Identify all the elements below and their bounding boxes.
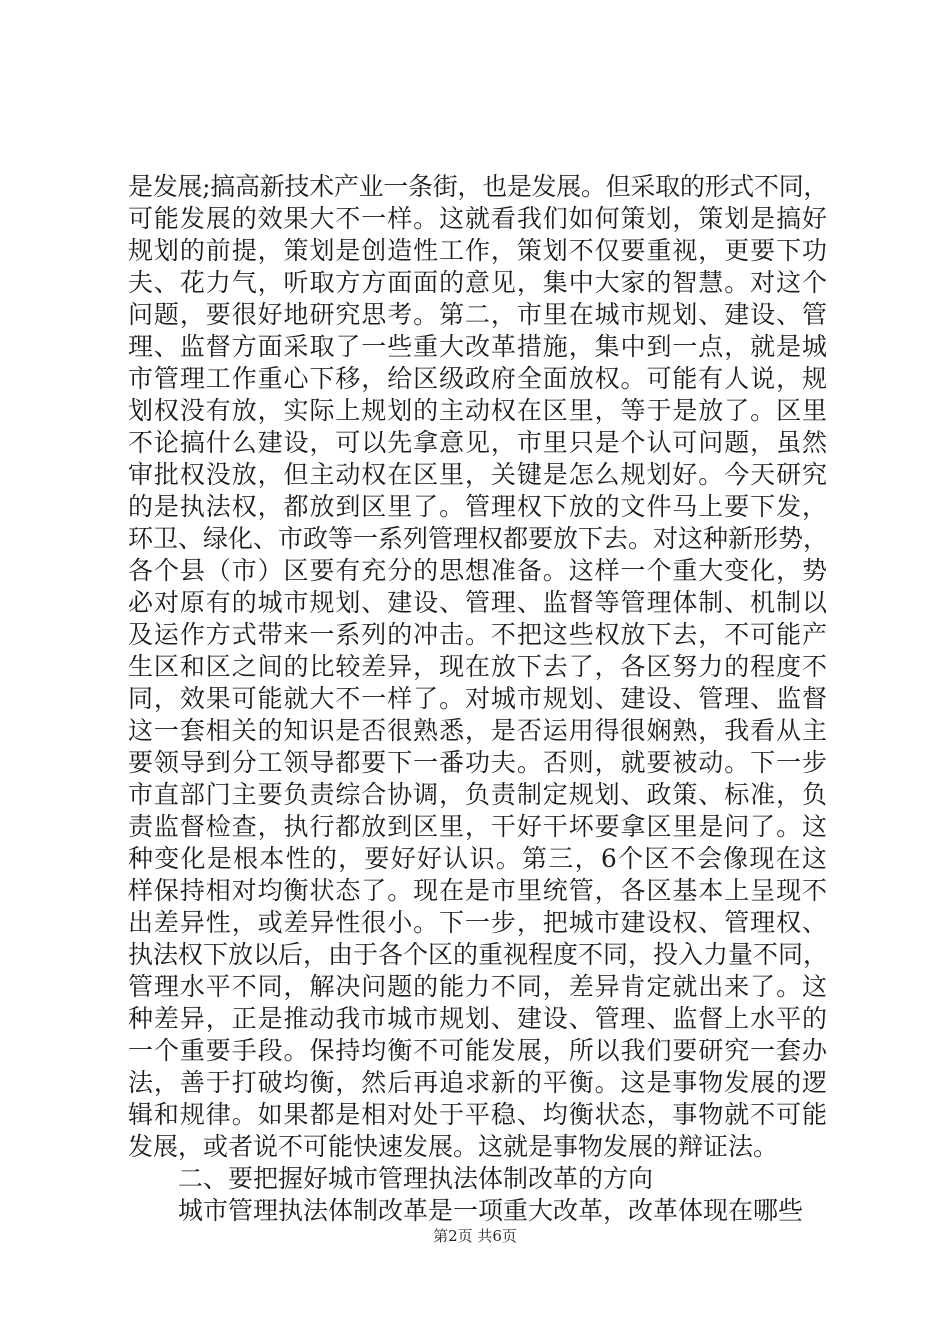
paragraph-line: 环卫、绿化、市政等一系列管理权都要放下去。对这种新形势，	[128, 524, 829, 553]
paragraph-line: 一个重要手段。保持均衡不可能发展，所以我们要研究一套办	[128, 1036, 828, 1065]
paragraph-line: 责监督检查，执行都放到区里，干好干坏要拿区里是问了。这	[128, 812, 828, 841]
paragraph-line: 划权没有放，实际上规划的主动权在区里，等于是放了。区里	[128, 396, 828, 425]
paragraph-line: 理、监督方面采取了一些重大改革措施，集中到一点，就是城	[128, 332, 828, 361]
paragraph-line: 法，善于打破均衡，然后再追求新的平衡。这是事物发展的逻	[128, 1068, 828, 1097]
paragraph-line: 可能发展的效果大不一样。这就看我们如何策划，策划是搞好	[128, 204, 828, 233]
paragraph-line: 审批权没放，但主动权在区里，关键是怎么规划好。今天研究	[128, 460, 828, 489]
paragraph-line: 城市管理执法体制改革是一项重大改革，改革体现在哪些	[178, 1196, 804, 1225]
paragraph-line: 市管理工作重心下移，给区级政府全面放权。可能有人说，规	[128, 364, 828, 393]
paragraph-line: 种差异，正是推动我市城市规划、建设、管理、监督上水平的	[128, 1004, 828, 1033]
paragraph-line: 这一套相关的知识是否很熟悉，是否运用得很娴熟，我看从主	[128, 716, 828, 745]
paragraph-line: 市直部门主要负责综合协调，负责制定规划、政策、标准，负	[128, 780, 828, 809]
paragraph-line: 不论搞什么建设，可以先拿意见，市里只是个认可问题，虽然	[128, 428, 828, 457]
page-footer: 第2页 共6页	[433, 1227, 517, 1245]
paragraph-line: 问题，要很好地研究思考。第二，市里在城市规划、建设、管	[128, 300, 828, 329]
paragraph-line: 及运作方式带来一系列的冲击。不把这些权放下去，不可能产	[128, 620, 828, 649]
paragraph-line: 各个县（市）区要有充分的思想准备。这样一个重大变化，势	[128, 556, 828, 585]
paragraph-line: 夫、花力气，听取方方面面的意见，集中大家的智慧。对这个	[128, 268, 828, 297]
paragraph-line: 发展，或者说不可能快速发展。这就是事物发展的辩证法。	[128, 1132, 779, 1161]
paragraph-line: 要领导到分工领导都要下一番功夫。否则，就要被动。下一步	[128, 748, 828, 777]
paragraph-line: 样保持相对均衡状态了。现在是市里统管，各区基本上呈现不	[128, 876, 828, 905]
paragraph-line: 生区和区之间的比较差异，现在放下去了，各区努力的程度不	[128, 652, 828, 681]
paragraph-line: 种变化是根本性的，要好好认识。第三，6个区不会像现在这	[128, 844, 829, 873]
paragraph-line: 辑和规律。如果都是相对处于平稳、均衡状态，事物就不可能	[128, 1100, 828, 1129]
paragraph-line: 规划的前提，策划是创造性工作，策划不仅要重视，更要下功	[128, 236, 828, 265]
section-heading: 二、要把握好城市管理执法体制改革的方向	[178, 1164, 654, 1193]
paragraph-line: 执法权下放以后，由于各个区的重视程度不同，投入力量不同，	[128, 940, 829, 969]
paragraph-line: 同，效果可能就大不一样了。对城市规划、建设、管理、监督	[128, 684, 828, 713]
paragraph-line: 的是执法权，都放到区里了。管理权下放的文件马上要下发，	[128, 492, 828, 521]
paragraph-line: 必对原有的城市规划、建设、管理、监督等管理体制、机制以	[128, 588, 828, 617]
paragraph-line: 是发展;搞高新技术产业一条街，也是发展。但采取的形式不同，	[128, 172, 829, 201]
paragraph-line: 管理水平不同，解决问题的能力不同，差异肯定就出来了。这	[128, 972, 828, 1001]
paragraph-line: 出差异性，或差异性很小。下一步，把城市建设权、管理权、	[128, 908, 828, 937]
